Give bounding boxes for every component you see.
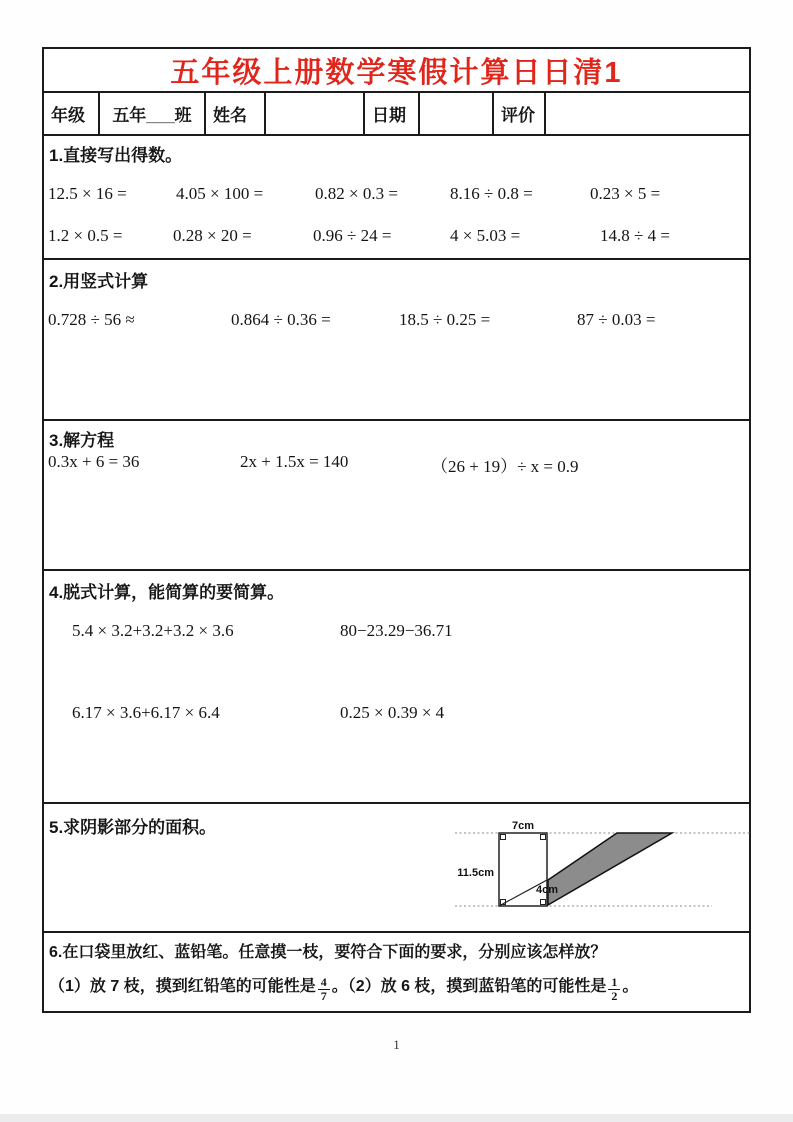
section-4-title: 4.脱式计算，能简算的要简算。 [49, 583, 285, 602]
grade-label: 年级 [44, 93, 100, 134]
fraction-numerator: 4 [318, 976, 330, 990]
section-2-column-calculation [44, 258, 749, 419]
fraction-denominator: 2 [611, 989, 618, 1003]
equation: 18.5 ÷ 0.25 = [399, 310, 491, 329]
equation: 12.5 × 16 = [48, 184, 127, 203]
section-6-title: 6.在口袋里放红、蓝铅笔。任意摸一枝，要符合下面的要求，分别应该怎样放？ [49, 944, 607, 961]
equation: 8.16 ÷ 0.8 = [450, 184, 533, 203]
shaded-parallelogram [548, 833, 672, 905]
fraction-4-7 [318, 976, 330, 1002]
section-3-solve-equations [44, 419, 749, 569]
geometry-figure [444, 812, 750, 929]
equation: 4 × 5.03 = [450, 226, 521, 245]
right-angle-icon [541, 835, 546, 840]
date-label: 日期 [365, 93, 420, 134]
equation: 87 ÷ 0.03 = [577, 310, 656, 329]
eval-value-cell [546, 93, 749, 134]
equation: 6.17 × 3.6+6.17 × 6.4 [72, 703, 220, 722]
page-number: 1 [393, 1037, 400, 1052]
equation: 14.8 ÷ 4 = [600, 226, 670, 245]
subquestion-2-text: （2）放 6 枝，摸到蓝铅笔的可能性是 [347, 978, 607, 995]
info-row [44, 91, 749, 134]
equation: 0.96 ÷ 24 = [313, 226, 392, 245]
equation: 2x + 1.5x = 140 [240, 452, 349, 471]
fraction-numerator: 1 [608, 976, 620, 990]
grade-value: 五年___班 [100, 93, 206, 134]
dimension-label-top: 7cm [511, 820, 535, 832]
equation: 0.864 ÷ 0.36 = [231, 310, 331, 329]
equation: 0.728 ÷ 56 ≈ [48, 310, 135, 329]
section-4-step-calculation [44, 569, 749, 802]
fraction-1-2 [608, 976, 620, 1002]
section-1-mental-math [44, 134, 749, 258]
page-bottom-edge [0, 1114, 793, 1122]
section-3-title: 3.解方程 [49, 431, 115, 450]
fraction-denominator: 7 [320, 989, 327, 1003]
equation: 5.4 × 3.2+3.2+3.2 × 3.6 [72, 621, 234, 640]
subquestion-2-period: 。 [622, 978, 639, 995]
worksheet-table [42, 47, 751, 1013]
subquestion-1-text: （1）放 7 枝，摸到红铅笔的可能性是 [49, 978, 316, 995]
section-2-title: 2.用竖式计算 [49, 272, 149, 291]
equation: 1.2 × 0.5 = [48, 226, 123, 245]
eval-label: 评价 [494, 93, 546, 134]
equation: 0.28 × 20 = [173, 226, 252, 245]
name-label: 姓名 [206, 93, 266, 134]
dimension-label-side: 4cm [536, 884, 559, 896]
section-6-subquestions [49, 973, 638, 1003]
equation: 80−23.29−36.71 [340, 621, 453, 640]
equation: 0.25 × 0.39 × 4 [340, 703, 445, 722]
dimension-label-left: 11.5cm [457, 867, 494, 879]
subquestion-1-period: 。 [331, 978, 348, 995]
title-row [44, 49, 749, 91]
equation: 4.05 × 100 = [176, 184, 264, 203]
equation: 0.23 × 5 = [590, 184, 661, 203]
right-angle-icon [541, 900, 546, 905]
section-6-probability [44, 931, 749, 1011]
equation: 0.3x + 6 = 36 [48, 452, 140, 471]
section-5-shaded-area [44, 802, 749, 931]
name-value-cell [266, 93, 365, 134]
equation: 0.82 × 0.3 = [315, 184, 398, 203]
date-value-cell [420, 93, 494, 134]
equation: （26 + 19）÷ x = 0.9 [431, 457, 579, 476]
right-angle-icon [501, 835, 506, 840]
section-1-title: 1.直接写出得数。 [49, 146, 183, 165]
shaded-area-figure [444, 812, 750, 924]
section-5-title: 5.求阴影部分的面积。 [49, 818, 217, 837]
page-title: 五年级上册数学寒假计算日日清1 [170, 56, 623, 89]
